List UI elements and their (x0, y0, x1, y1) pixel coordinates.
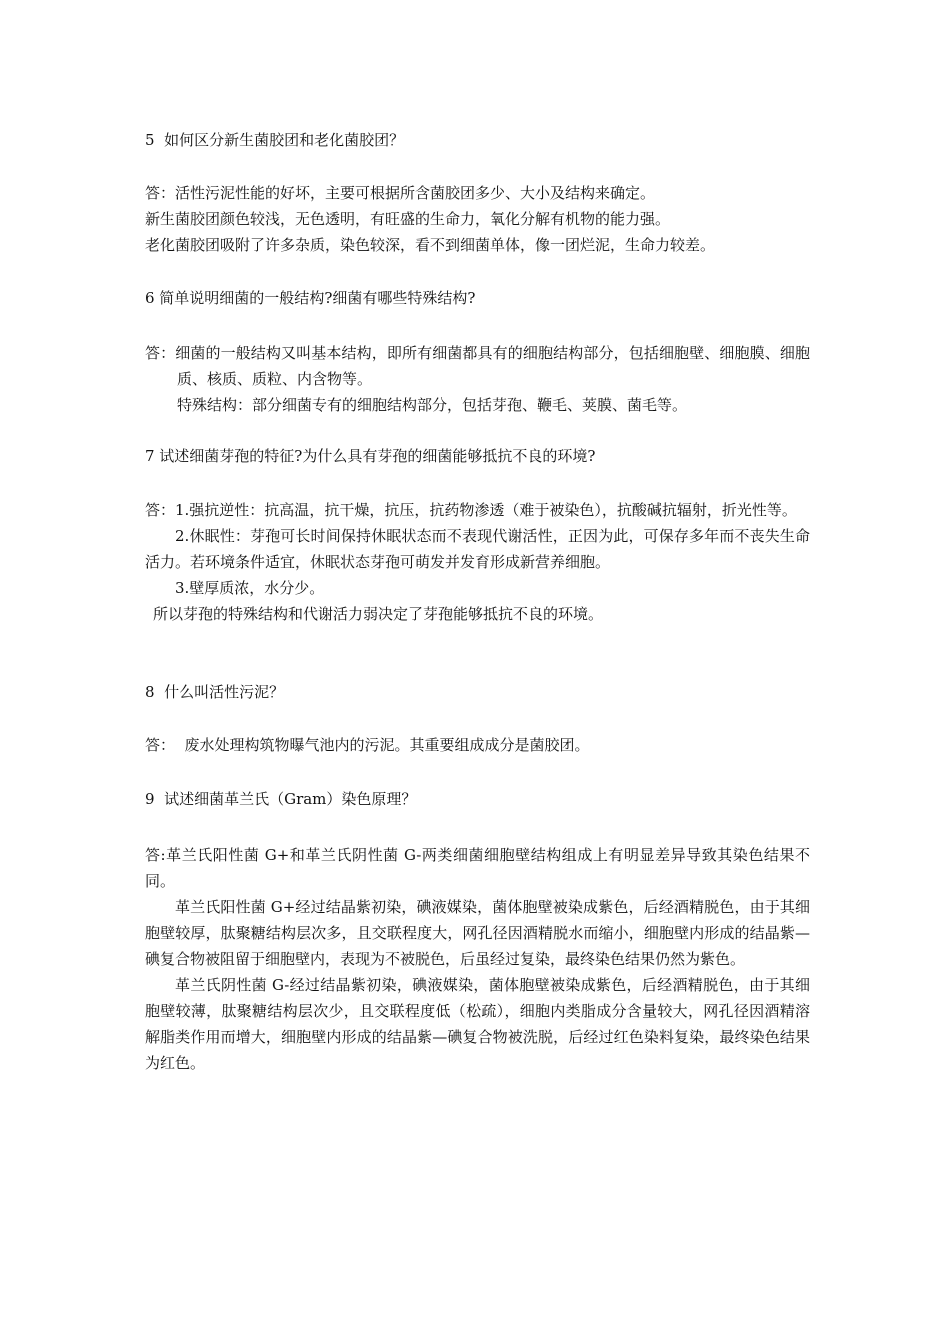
answer-line: 2.休眠性：芽孢可长时间保持休眠状态而不表现代谢活性，正因为此，可保存多年而不丧失生命活力。若环境条件适宜，休眠状态芽孢可萌发并发育形成新营养细胞。 (145, 527, 810, 571)
answer-8 (145, 732, 810, 758)
answer-line: 革兰氏阴性菌 G-经过结晶紫初染，碘液媒染，菌体胞壁被染成紫色，后经酒精脱色，由于其细胞壁较薄，肽聚糖结构层次少，且交联程度低（松疏），细胞内类脂成分含量较大，网孔径因酒精溶解脂类作用而增大，细胞壁内形成的结晶紫—碘复合物被洗脱，后经过红色染料复染，最终染色结果为红色。 (145, 976, 810, 1072)
question-heading: 7 试述细菌芽孢的特征?为什么具有芽孢的细菌能够抵抗不良的环境? (145, 447, 596, 465)
answer-line: 新生菌胶团颜色较浅，无色透明，有旺盛的生命力，氧化分解有机物的能力强。 (145, 210, 671, 228)
answer-7 (145, 497, 810, 627)
answer-line: 革兰氏阳性菌 G+经过结晶紫初染，碘液媒染，菌体胞壁被染成紫色，后经酒精脱色，由于其细胞壁较厚，肽聚糖结构层次多，且交联程度大，网孔径因酒精脱水而缩小，细胞壁内形成的结晶紫—碘复合物被阻留于细胞壁内，表现为不被脱色，后虽经过复染，最终染色结果仍然为紫色。 (145, 898, 810, 968)
answer-6 (145, 340, 810, 418)
answer-line: 所以芽孢的特殊结构和代谢活力弱决定了芽孢能够抵抗不良的环境。 (153, 605, 604, 623)
question-8 (145, 679, 810, 705)
question-6 (145, 285, 810, 311)
answer-line: 答： 废水处理构筑物曝气池内的污泥。其重要组成成分是菌胶团。 (145, 736, 590, 754)
answer-9 (145, 842, 810, 1076)
question-heading: 5 如何区分新生菌胶团和老化菌胶团？ (145, 131, 405, 149)
question-heading: 8 什么叫活性污泥？ (145, 683, 285, 701)
question-heading: 9 试述细菌革兰氏（Gram）染色原理？ (145, 790, 417, 808)
answer-line: 答：细菌的一般结构又叫基本结构，即所有细菌都具有的细胞结构部分，包括细胞壁、细胞膜、细胞质、核质、质粒、内含物等。 (145, 344, 810, 388)
question-heading: 6 简单说明细菌的一般结构?细菌有哪些特殊结构? (145, 289, 476, 307)
question-7 (145, 443, 810, 469)
answer-5 (145, 180, 810, 258)
answer-line: 老化菌胶团吸附了许多杂质，染色较深，看不到细菌单体，像一团烂泥，生命力较差。 (145, 236, 716, 254)
answer-line: 特殊结构：部分细菌专有的细胞结构部分，包括芽孢、鞭毛、荚膜、菌毛等。 (177, 396, 688, 414)
question-5 (145, 127, 810, 153)
question-9 (145, 786, 810, 812)
answer-line: 3.壁厚质浓，水分少。 (175, 579, 325, 597)
answer-line: 答：1.强抗逆性：抗高温，抗干燥，抗压，抗药物渗透（难于被染色），抗酸碱抗辐射，折光性等。 (145, 501, 797, 519)
answer-line: 答：活性污泥性能的好坏，主要可根据所含菌胶团多少、大小及结构来确定。 (145, 184, 656, 202)
answer-line: 答:革兰氏阳性菌 G+和革兰氏阴性菌 G-两类细菌细胞壁结构组成上有明显差异导致其染色结果不同。 (145, 846, 810, 890)
